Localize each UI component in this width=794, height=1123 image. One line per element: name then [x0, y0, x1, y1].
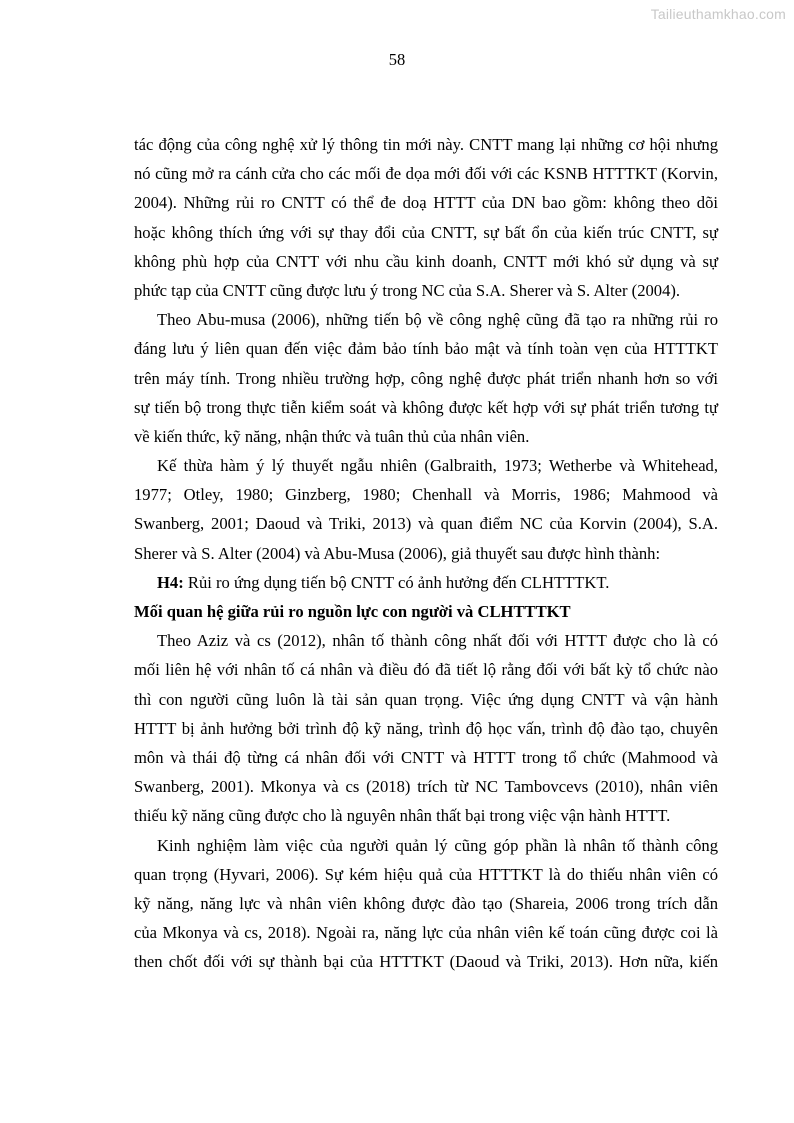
text-line: không phù hợp của CNTT với nhu cầu kinh doanh, CNTT mới khó sử dụng và sự — [134, 251, 718, 271]
text-line: 1977; Otley, 1980; Ginzberg, 1980; Chenhall và Morris, 1986; Mahmood và — [134, 485, 718, 505]
paragraph — [134, 626, 718, 830]
text-line: Theo Aziz và cs (2012), nhân tố thành công nhất đối với HTTT được cho là có — [157, 631, 718, 651]
text-line: quan trọng (Hyvari, 2006). Sự kém hiệu quả của HTTTKT là do thiếu nhân viên có — [134, 864, 718, 884]
text-line: Sherer và S. Alter (2004) và Abu-Musa (2006), giả thuyết sau được hình thành: — [134, 543, 661, 563]
text-line: phức tạp của CNTT cũng được lưu ý trong NC của S.A. Sherer và S. Alter (2004). — [134, 280, 681, 300]
section-heading: Mối quan hệ giữa rủi ro nguồn lực con người và CLHTTTKT — [134, 602, 571, 621]
paragraph — [134, 305, 718, 451]
text-line: môn và thái độ từng cá nhân đối với CNTT và HTTT trong tổ chức (Mahmood và — [134, 747, 718, 767]
text-line: thì con người cũng luôn là tài sản quan trọng. Việc ứng dụng CNTT và vận hành — [134, 689, 718, 709]
text-line: thiếu kỹ năng cũng được cho là nguyên nhân thất bại trong việc vận hành HTTT. — [134, 806, 671, 826]
text-line: kỹ năng, năng lực và nhân viên không được đào tạo (Shareia, 2006 trong trích dẫn — [134, 893, 718, 913]
hypothesis-label: H4: — [157, 572, 184, 592]
text-line: Kinh nghiệm làm việc của người quản lý cũng góp phần là nhân tố thành công — [157, 835, 718, 855]
paragraph — [134, 130, 718, 305]
text-line: Theo Abu-musa (2006), những tiến bộ về công nghệ cũng đã tạo ra những rủi ro — [157, 310, 718, 330]
text-line: trên máy tính. Trong nhiều trường hợp, công nghệ được phát triển nhanh hơn so với — [134, 368, 718, 388]
text-line: hoặc không thích ứng với sự thay đổi của CNTT, sự bất ổn của kiến trúc CNTT, sự — [134, 222, 718, 242]
text-line: tác động của công nghệ xử lý thông tin mới này. CNTT mang lại những cơ hội nhưng — [134, 135, 718, 154]
hypothesis-text: Rủi ro ứng dụng tiến bộ CNTT có ảnh hưởng đến CLHTTTKT. — [183, 572, 610, 592]
text-line: 2004). Những rủi ro CNTT có thể đe doạ HTTT của DN bao gồm: không theo dõi — [134, 193, 718, 213]
text-line: sự tiến bộ trong thực tiễn kiểm soát và không được kết hợp với sự phát triển tương tự — [134, 397, 718, 417]
text-line: Swanberg, 2001). Mkonya và cs (2018) trích từ NC Tambovcevs (2010), nhân viên — [134, 777, 718, 797]
text-line: Swanberg, 2001; Daoud và Triki, 2013) và quan điểm NC của Korvin (2004), S.A. — [134, 514, 718, 534]
paragraph — [134, 831, 718, 977]
text-line: then chốt đối với sự thành bại của HTTTKT (Daoud và Triki, 2013). Hơn nữa, kiến — [134, 952, 718, 972]
page-number: 58 — [388, 50, 406, 69]
text-line: của Mkonya và cs, 2018). Ngoài ra, năng lực của nhân viên kế toán cũng được coi là — [134, 923, 718, 943]
hypothesis — [134, 568, 718, 597]
text-line: mối liên hệ với nhân tố cá nhân và điều đó đã tiết lộ rằng đối với bất kỳ tổ chức nào — [134, 660, 718, 680]
text-line: Kế thừa hàm ý lý thuyết ngẫu nhiên (Galbraith, 1973; Wetherbe và Whitehead, — [157, 456, 718, 476]
paragraph — [134, 451, 718, 568]
watermark: Tailieuthamkhao.com — [650, 6, 786, 22]
text-line: về kiến thức, kỹ năng, nhận thức và tuân thủ của nhân viên. — [134, 426, 530, 446]
text-line: đáng lưu ý liên quan đến việc đảm bảo tính bảo mật và tính toàn vẹn của HTTTKT — [134, 339, 718, 359]
document-body — [134, 130, 718, 976]
text-line: HTTT bị ảnh hưởng bởi trình độ kỹ năng, trình độ học vấn, trình độ đào tạo, chuyên — [134, 718, 718, 738]
text-line: nó cũng mở ra cánh cửa cho các mối đe dọa mới đối với các KSNB HTTTKT (Korvin, — [134, 164, 718, 184]
